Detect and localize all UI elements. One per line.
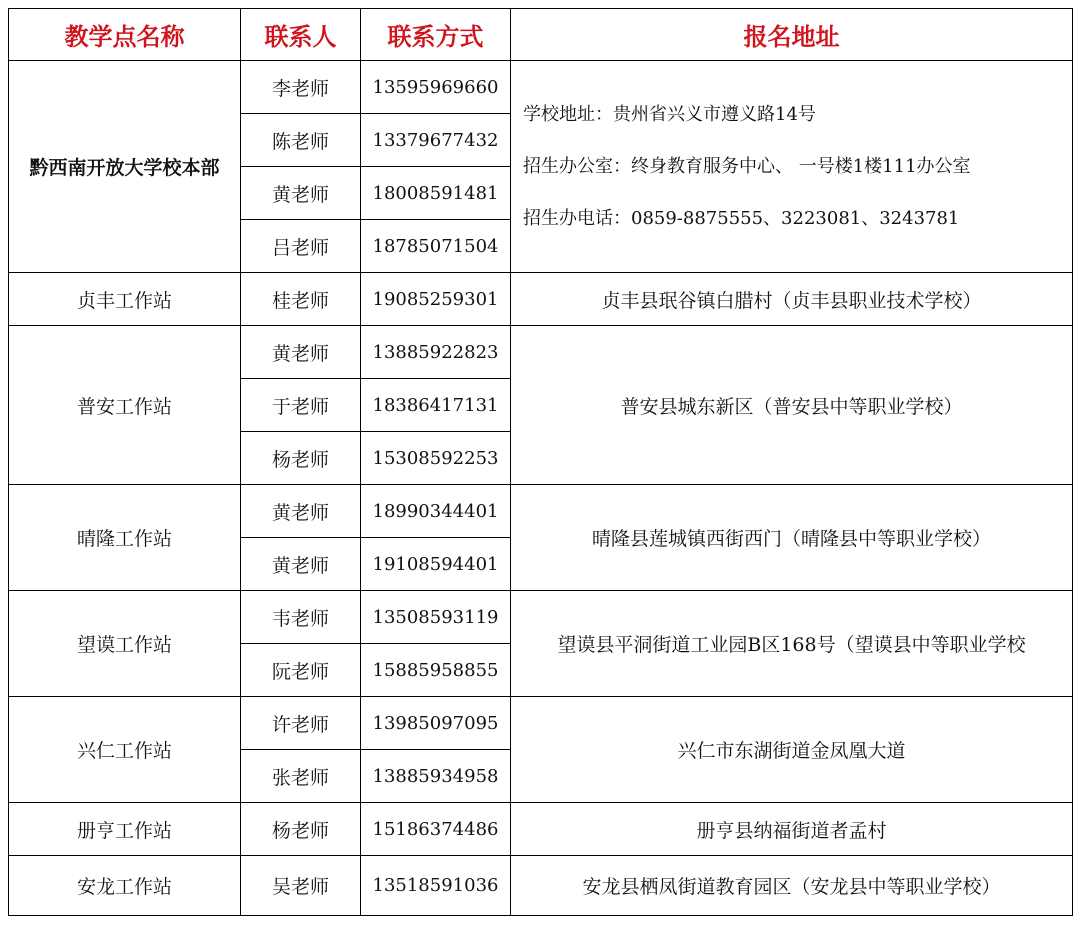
contact-phone: 13885934958 bbox=[361, 750, 511, 803]
site-address: 晴隆县莲城镇西街西门（晴隆县中等职业学校） bbox=[511, 485, 1073, 591]
header-address: 报名地址 bbox=[511, 9, 1073, 61]
site-name-main: 黔西南开放大学校本部 bbox=[9, 61, 241, 273]
site-address: 册亨县纳福街道者孟村 bbox=[511, 803, 1073, 856]
site-address: 安龙县栖凤街道教育园区（安龙县中等职业学校） bbox=[511, 856, 1073, 916]
contact-phone: 18008591481 bbox=[361, 167, 511, 220]
table-row bbox=[9, 273, 1073, 326]
header-contact-person: 联系人 bbox=[241, 9, 361, 61]
site-name: 望谟工作站 bbox=[9, 591, 241, 697]
site-address: 望谟县平洞街道工业园B区168号（望谟县中等职业学校 bbox=[511, 591, 1073, 697]
table-row bbox=[9, 326, 1073, 379]
table-row bbox=[9, 856, 1073, 916]
contact-phone: 13508593119 bbox=[361, 591, 511, 644]
contact-phone: 13985097095 bbox=[361, 697, 511, 750]
address-main bbox=[511, 61, 1073, 273]
contact-person: 张老师 bbox=[241, 750, 361, 803]
contact-phone: 18386417131 bbox=[361, 379, 511, 432]
site-name: 普安工作站 bbox=[9, 326, 241, 485]
header-contact-method: 联系方式 bbox=[361, 9, 511, 61]
contact-person: 吴老师 bbox=[241, 856, 361, 916]
contact-phone: 18990344401 bbox=[361, 485, 511, 538]
site-name: 册亨工作站 bbox=[9, 803, 241, 856]
table-header-row bbox=[9, 9, 1073, 61]
contact-person: 桂老师 bbox=[241, 273, 361, 326]
site-name: 安龙工作站 bbox=[9, 856, 241, 916]
address-line-school: 学校地址：贵州省兴义市遵义路14号 bbox=[523, 103, 816, 125]
table-row bbox=[9, 803, 1073, 856]
contact-person: 许老师 bbox=[241, 697, 361, 750]
table-row bbox=[9, 697, 1073, 750]
contact-person: 韦老师 bbox=[241, 591, 361, 644]
site-name: 兴仁工作站 bbox=[9, 697, 241, 803]
site-address: 普安县城东新区（普安县中等职业学校） bbox=[511, 326, 1073, 485]
site-address: 贞丰县珉谷镇白腊村（贞丰县职业技术学校） bbox=[511, 273, 1073, 326]
contact-person: 陈老师 bbox=[241, 114, 361, 167]
contact-phone: 15308592253 bbox=[361, 432, 511, 485]
table-row bbox=[9, 61, 1073, 114]
contact-phone: 19085259301 bbox=[361, 273, 511, 326]
address-line-office: 招生办公室：终身教育服务中心、 一号楼1楼111办公室 bbox=[523, 155, 971, 177]
table-row bbox=[9, 591, 1073, 644]
table-row bbox=[9, 485, 1073, 538]
contact-phone: 15885958855 bbox=[361, 644, 511, 697]
enrollment-contact-table bbox=[8, 8, 1073, 916]
contact-person: 于老师 bbox=[241, 379, 361, 432]
contact-person: 黄老师 bbox=[241, 485, 361, 538]
contact-person: 李老师 bbox=[241, 61, 361, 114]
contact-phone: 13379677432 bbox=[361, 114, 511, 167]
site-address: 兴仁市东湖街道金凤凰大道 bbox=[511, 697, 1073, 803]
contact-person: 阮老师 bbox=[241, 644, 361, 697]
contact-phone: 18785071504 bbox=[361, 220, 511, 273]
contact-person: 黄老师 bbox=[241, 167, 361, 220]
contact-phone: 13595969660 bbox=[361, 61, 511, 114]
contact-person: 吕老师 bbox=[241, 220, 361, 273]
contact-phone: 15186374486 bbox=[361, 803, 511, 856]
contact-phone: 19108594401 bbox=[361, 538, 511, 591]
contact-person: 黄老师 bbox=[241, 326, 361, 379]
contact-person: 黄老师 bbox=[241, 538, 361, 591]
address-line-phone: 招生办电话：0859-8875555、3223081、3243781 bbox=[523, 207, 960, 229]
contact-phone: 13885922823 bbox=[361, 326, 511, 379]
site-name: 贞丰工作站 bbox=[9, 273, 241, 326]
contact-person: 杨老师 bbox=[241, 803, 361, 856]
header-site-name: 教学点名称 bbox=[9, 9, 241, 61]
contact-person: 杨老师 bbox=[241, 432, 361, 485]
contact-phone: 13518591036 bbox=[361, 856, 511, 916]
site-name: 晴隆工作站 bbox=[9, 485, 241, 591]
